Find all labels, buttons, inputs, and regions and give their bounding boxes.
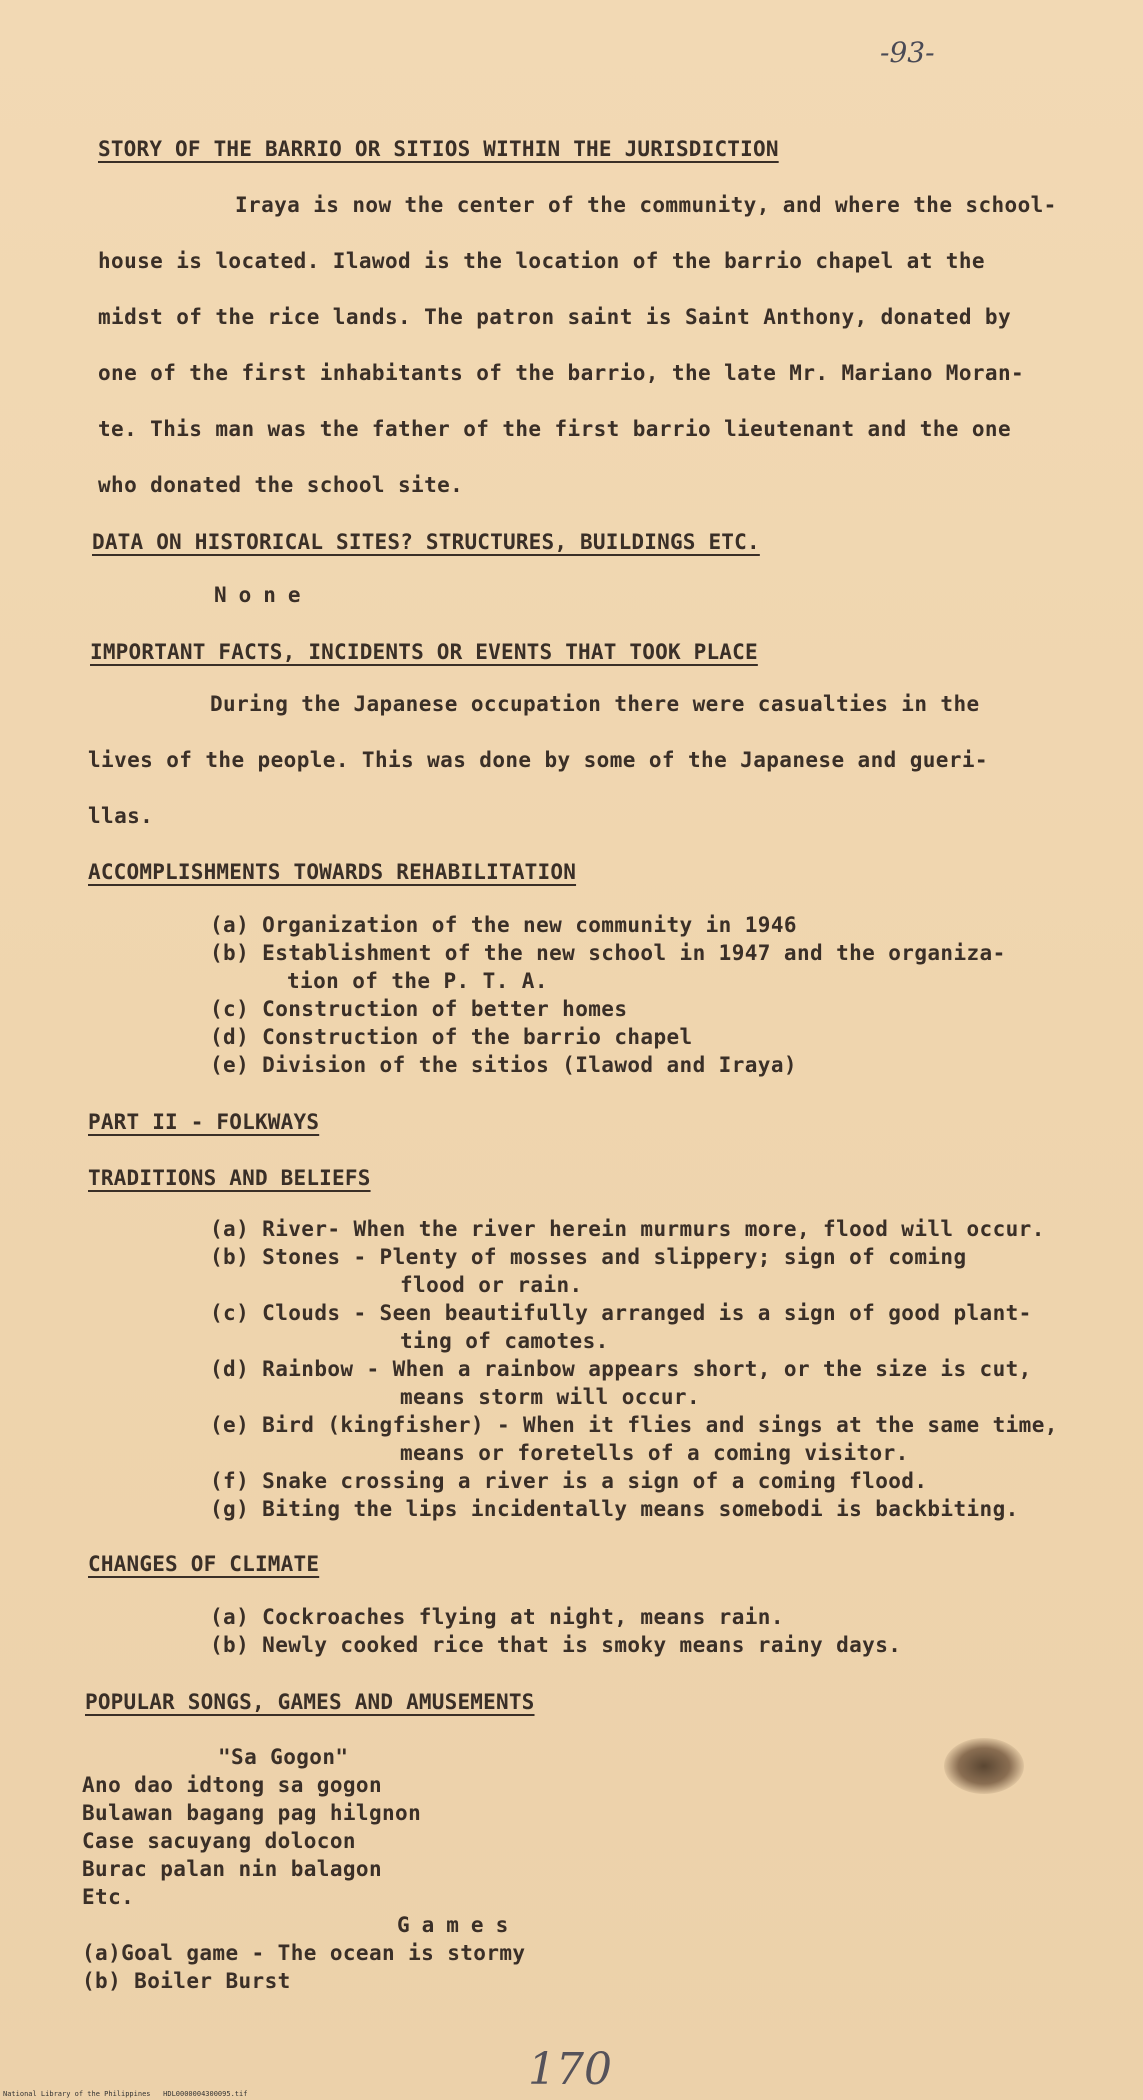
list-item-continuation: tion of the P. T. A. [287,969,548,993]
list-item: (f) Snake crossing a river is a sign of a coming flood. [210,1469,928,1493]
list-item-continuation: means or foretells of a coming visitor. [400,1441,909,1465]
list-item: (a) Organization of the new community in 1946 [210,913,797,937]
paragraph-line: who donated the school site. [98,473,464,497]
game-item: (a)Goal game - The ocean is stormy [82,1941,526,1965]
heading-historical-sites: DATA ON HISTORICAL SITES? STRUCTURES, BUILDINGS ETC. [92,530,760,554]
heading-important-facts: IMPORTANT FACTS, INCIDENTS OR EVENTS THAT TOOK PLACE [90,640,758,664]
list-item: (e) Bird (kingfisher) - When it flies and sings at the same time, [210,1413,1058,1437]
paragraph-line: midst of the rice lands. The patron saint is Saint Anthony, donated by [98,305,1012,329]
none-text: None [214,583,313,607]
song-line: Ano dao idtong sa gogon [82,1773,382,1797]
list-item: (c) Clouds - Seen beautifully arranged is a sign of good plant- [210,1301,1032,1325]
song-line: Burac palan nin balagon [82,1857,382,1881]
list-item-continuation: flood or rain. [400,1273,583,1297]
list-item: (e) Division of the sitios (Ilawod and Iraya) [210,1053,797,1077]
list-item: (b) Establishment of the new school in 1947 and the organiza- [210,941,1006,965]
song-line: Case sacuyang dolocon [82,1829,356,1853]
list-item: (g) Biting the lips incidentally means somebodi is backbiting. [210,1497,1019,1521]
song-title: "Sa Gogon" [218,1745,349,1769]
page-number: -93- [880,36,935,69]
paragraph-line: lives of the people. This was done by some of the Japanese and gueri- [88,748,988,772]
game-item: (b) Boiler Burst [82,1969,291,1993]
paragraph-line: house is located. Ilawod is the location of the barrio chapel at the [98,249,985,273]
paragraph-line: During the Japanese occupation there were casualties in the [210,692,980,716]
heading-part-ii-folkways: PART II - FOLKWAYS [88,1110,320,1134]
song-line: Etc. [82,1885,135,1909]
heading-story-of-barrio: STORY OF THE BARRIO OR SITIOS WITHIN THE JURISDICTION [98,137,779,161]
heading-changes-of-climate: CHANGES OF CLIMATE [88,1552,320,1576]
paragraph-line: Iraya is now the center of the community, and where the school- [235,193,1057,217]
song-line: Bulawan bagang pag hilgnon [82,1801,422,1825]
heading-accomplishments: ACCOMPLISHMENTS TOWARDS REHABILITATION [88,860,577,884]
list-item: (c) Construction of better homes [210,997,628,1021]
list-item-continuation: means storm will occur. [400,1385,700,1409]
paragraph-line: one of the first inhabitants of the barrio, the late Mr. Mariano Moran- [98,361,1025,385]
handwritten-page-number: 170 [528,2044,612,2095]
list-item: (b) Stones - Plenty of mosses and slippery; sign of coming [210,1245,967,1269]
heading-traditions-beliefs: TRADITIONS AND BELIEFS [88,1166,371,1190]
list-item: (b) Newly cooked rice that is smoky means rainy days. [210,1633,902,1657]
list-item: (a) Cockroaches flying at night, means rain. [210,1605,784,1629]
list-item-continuation: ting of camotes. [400,1329,609,1353]
footer-caption: National Library of the Philippines HDL0000004300095.tif [3,2090,248,2098]
paragraph-line: te. This man was the father of the first barrio lieutenant and the one [98,417,1012,441]
paragraph-line: llas. [88,804,154,828]
games-heading: Games [397,1913,521,1937]
list-item: (d) Rainbow - When a rainbow appears short, or the size is cut, [210,1357,1032,1381]
list-item: (a) River- When the river herein murmurs more, flood will occur. [210,1217,1045,1241]
heading-popular-songs: POPULAR SONGS, GAMES AND AMUSEMENTS [85,1690,535,1714]
list-item: (d) Construction of the barrio chapel [210,1025,693,1049]
ink-stain [944,1738,1024,1794]
